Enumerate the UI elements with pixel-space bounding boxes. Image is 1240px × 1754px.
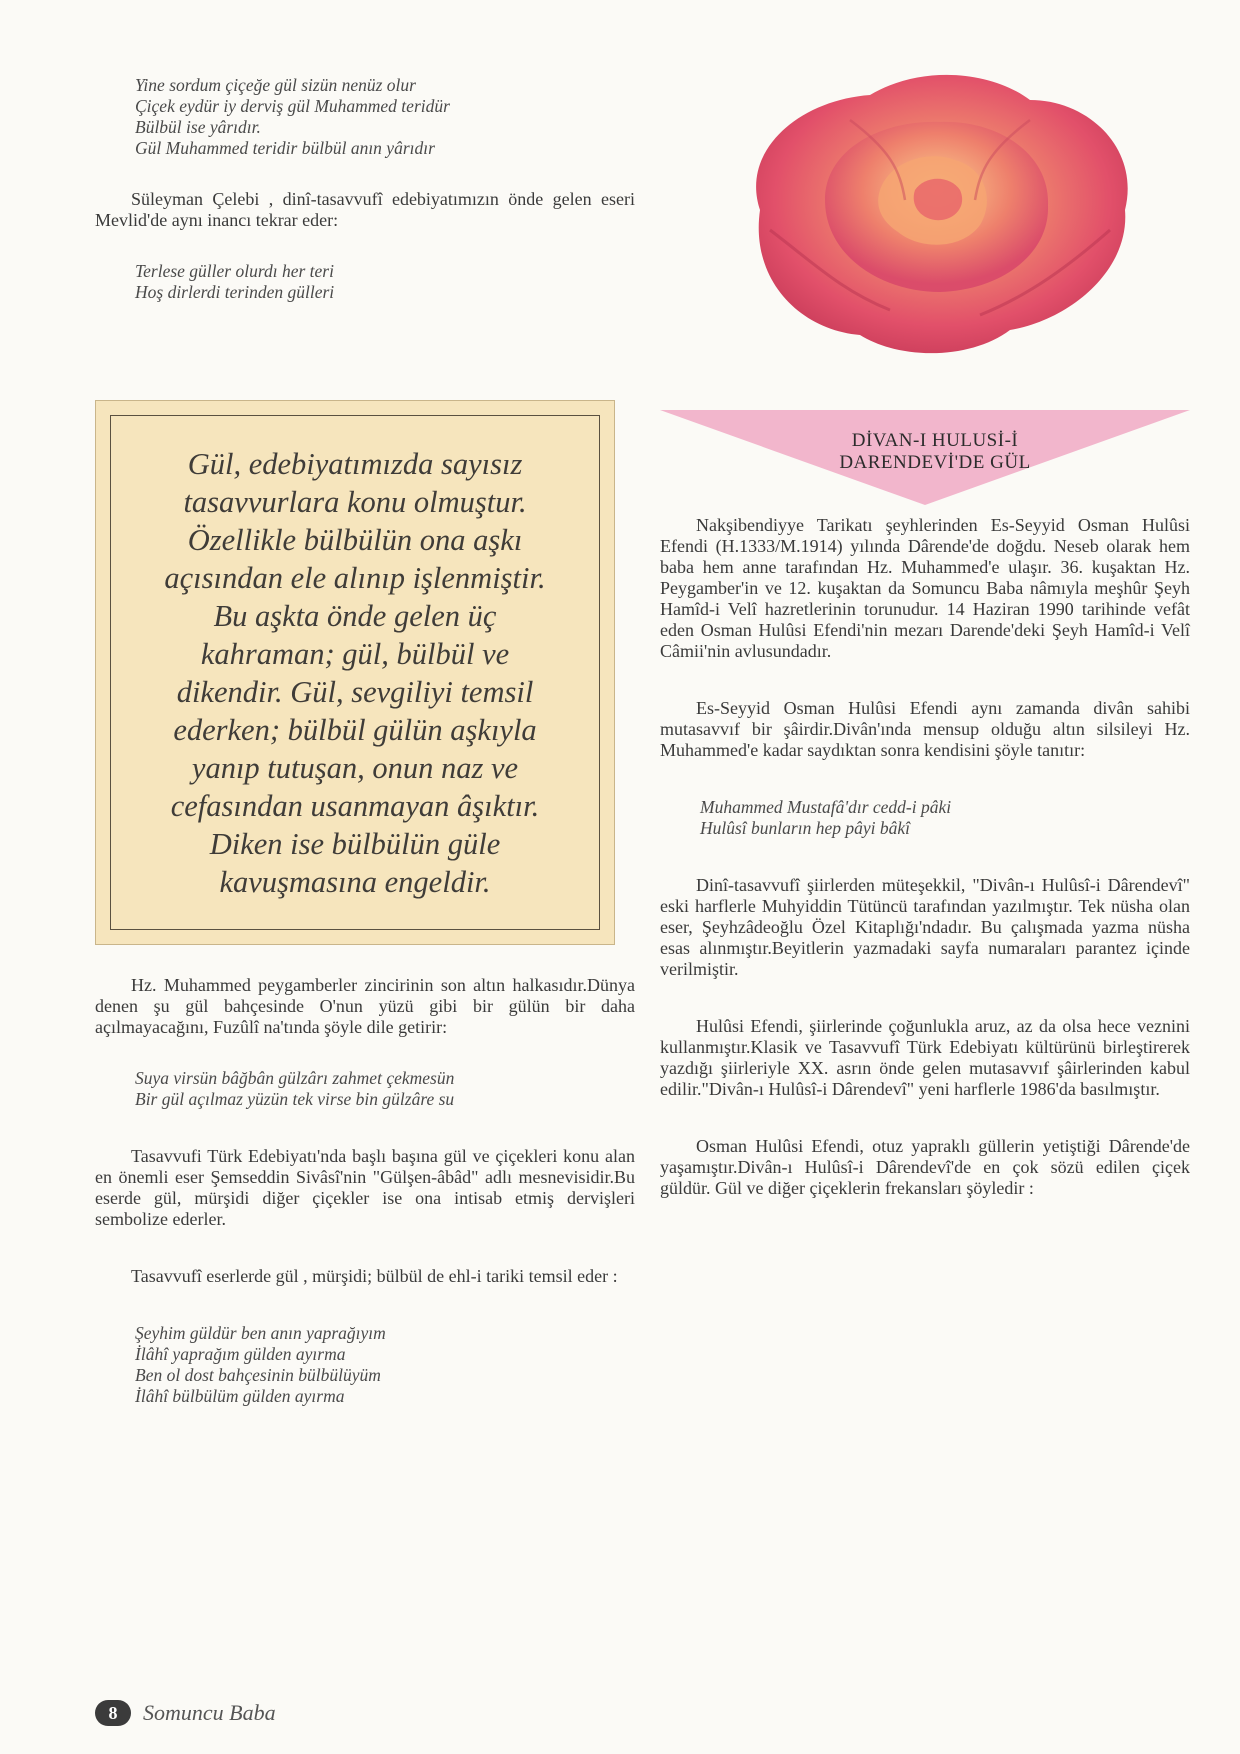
quote-line: Diken ise bülbülün güle [209,826,501,861]
paragraph: Osman Hulûsi Efendi, otuz yapraklı güllerin yetiştiği Dârende'de yaşamıştır.Divân-ı Hulûsî-i Dârendevî'de en çok sözü edilen çiçek güldür. Gül ve diğer çiçeklerin frekansları şöyledir : [660,1136,1190,1198]
magazine-title: Somuncu Baba [143,1700,276,1725]
paragraph: Hz. Muhammed peygamberler zincirinin son altın halkasıdır.Dünya denen şu gül bahçesinde O'nun yüzü gibi bir gülün bir daha açılmayacağını, Fuzûlî na'tında şöyle dile getirir: [95,975,635,1037]
paragraph: Es-Seyyid Osman Hulûsi Efendi aynı zamanda divân sahibi mutasavvıf bir şâirdir.Divân'ında mensup olduğu altın silsileyi Hz. Muhammed'e kadar saydıktan sonra kendisini şöyle tanıtır: [660,698,1190,760]
quote-line: Gül, edebiyatımızda sayısız [187,446,523,481]
verse-line: Hoş dirlerdi terinden gülleri [135,282,335,302]
verse-line: İlâhî bülbülüm gülden ayırma [135,1386,345,1406]
quote-line: Özellikle bülbülün ona aşkı [187,522,523,557]
verse-line: Ben ol dost bahçesinin bülbülüyüm [135,1365,381,1385]
left-column-top [95,75,635,303]
section-title [735,430,1135,474]
pull-quote-box [95,400,615,945]
page-number: 8 [95,1700,131,1726]
verse-line: Suya virsün bâğbân gülzârı zahmet çekmesün [135,1068,455,1088]
quote-line: tasavvurlara konu olmuştur. [183,484,527,519]
quote-line: kahraman; gül, bülbül ve [200,636,510,671]
quote-line: açısından ele alınıp işlenmiştir. [164,560,546,595]
verse-line: İlâhî yaprağım gülden ayırma [135,1344,346,1364]
left-column-bottom [95,975,635,1407]
section-title-line: DARENDEVİ'DE GÜL [839,452,1031,473]
paragraph: Hulûsi Efendi, şiirlerinde çoğunlukla aruz, az da olsa hece veznini kullanmıştır.Klasik ve Tasavvufî Türk Edebiyatı kültürünü birleştirerek yazdığı şiirleriyle XX. asrın önde gelen mutasavvıf şâirlerinden kabul edilir."Divân-ı Hulûsî-i Dârendevî" yeni harflerle 1986'da basılmıştır. [660,1016,1190,1099]
verse-block-3 [95,1068,635,1110]
quote-line: dikendir. Gül, sevgiliyi temsil [176,674,534,709]
verse-block-2 [95,261,635,303]
verse-line: Yine sordum çiçeğe gül sizün nenüz olur [135,75,416,95]
quote-line: kavuşmasına engeldir. [219,864,491,899]
verse-line: Terlese güller olurdı her teri [135,261,334,281]
verse-block-5 [660,797,1190,839]
paragraph: Nakşibendiyye Tarikatı şeyhlerinden Es-Seyyid Osman Hulûsi Efendi (H.1333/M.1914) yılında Dârende'de doğdu. Neseb olarak hem baba hem anne tarafından Hz. Muhammed'e ulaşır. 36. kuşaktan Hz. Peygamber'in ve 12. kuşaktan da Somuncu Baba nâmıyla meşhûr Şeyh Hamîd-i Velî hazretlerinin torunudur. 14 Haziran 1990 tarihinde vefât eden Osman Hulûsi Efendi'nin mezarı Darende'deki Şeyh Hamîd-i Velî Câmii'nin avlusundadır. [660,515,1190,661]
verse-line: Bülbül ise yârıdır. [135,117,261,137]
right-column [660,515,1190,1199]
page-footer [95,1700,276,1726]
quote-line: Bu aşkta önde gelen üç [213,598,497,633]
paragraph: Tasavvufi Türk Edebiyatı'nda başlı başına gül ve çiçekleri konu alan en önemli eser Şemseddin Sivâsî'nin "Gülşen-âbâd" adlı mesnevisidir.Bu eserde gül, mürşidi diğer çiçekler ise ona intisab etmiş dervişleri sembolize ederler. [95,1146,635,1229]
quote-line: ederken; bülbül gülün aşkıyla [173,712,537,747]
rose-illustration [730,60,1150,370]
section-title-line: DİVAN-I HULUSİ-İ [851,430,1019,451]
quote-line: yanıp tutuşan, onun naz ve [191,750,519,785]
verse-line: Muhammed Mustafâ'dır cedd-i pâki [700,797,952,817]
paragraph: Dinî-tasavvufî şiirlerden müteşekkil, "Divân-ı Hulûsî-i Dârendevî" eski harflerle Muhyiddin Tütüncü tarafından yazılmıştır. Tek nüsha olan eser, Şeyhzâdeoğlu Özel Kitaplığı'ndadır. Bu çalışmada yazma nüsha esas alınmıştır.Beyitlerin yazmadaki sayfa numaraları parantez içinde verilmiştir. [660,875,1190,979]
verse-line: Çiçek eydür iy derviş gül Muhammed teridür [135,96,450,116]
paragraph: Tasavvufî eserlerde gül , mürşidi; bülbül de ehl-i tariki temsil eder : [131,1266,618,1286]
verse-block-1 [95,75,635,159]
pull-quote-text [152,445,557,901]
quote-line: cefasından usanmayan âşıktır. [170,788,540,823]
verse-line: Şeyhim güldür ben anın yaprağıyım [135,1323,386,1343]
verse-line: Gül Muhammed teridir bülbül anın yârıdır [135,138,435,158]
verse-line: Bir gül açılmaz yüzün tek virse bin gülzâre su [135,1089,455,1109]
pull-quote-frame [110,415,600,930]
verse-block-4 [95,1323,635,1407]
verse-line: Hulûsî bunların hep pâyi bâkî [700,818,910,838]
paragraph: Süleyman Çelebi , dinî-tasavvufî edebiyatımızın önde gelen eseri Mevlid'de aynı inancı tekrar eder: [95,189,635,230]
